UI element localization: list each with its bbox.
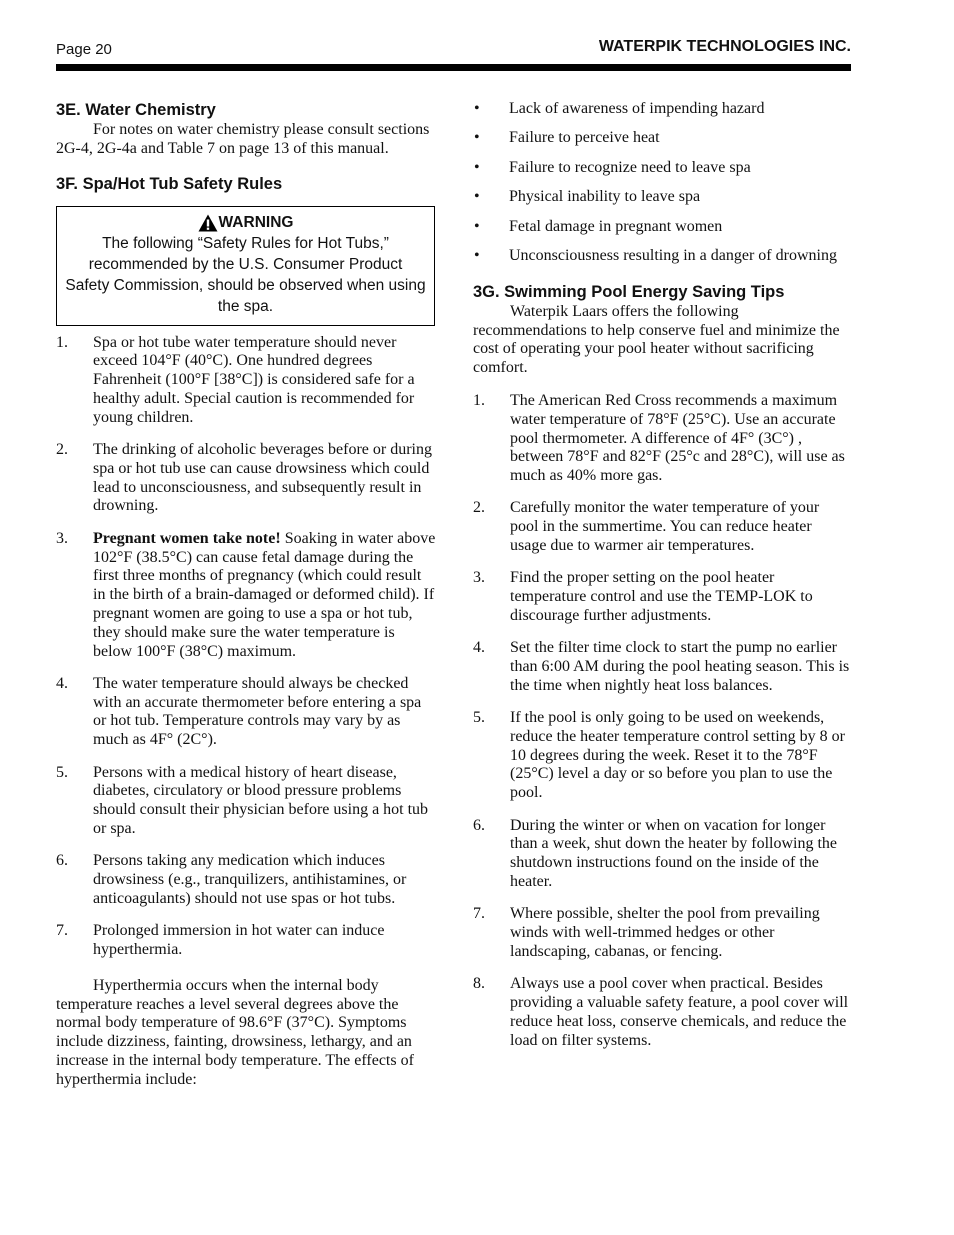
item-text: Persons with a medical history of heart disease, diabetes, circulatory or blood pressure problems should consult their physician before using a hot tub or spa. [93, 763, 429, 837]
item-text: Set the filter time clock to start the pump no earlier than 6:00 AM during the pool heating season. This is the time when nightly heat loss balances. [510, 639, 850, 694]
item-number: 7. [56, 922, 68, 940]
list-item [473, 499, 851, 555]
item-text: Spa or hot tube water temperature should never exceed 104°F (40°C). One hundred degrees Fahrenheit (100°F [38°C]) is considered safe for a healthy adult. Special caution is recommended for young children. [93, 333, 415, 426]
bullet-icon: • [474, 100, 480, 117]
item-emphasis: Pregnant women take note! [93, 529, 281, 547]
warning-label: WARNING [218, 213, 294, 231]
list-item [56, 764, 436, 839]
bullet-text: Failure to perceive heat [509, 129, 660, 147]
bullet-icon: • [474, 246, 480, 264]
energy-tips-intro: Waterpik Laars offers the following recommendations to help conserve fuel and minimize the cost of operating your pool heater without sacrificing comfort. [473, 302, 840, 377]
item-text: During the winter or when on vacation for longer than a week, shut down the heater by following the shutdown instructions found on the inside of the heater. [510, 816, 838, 890]
warning-icon [198, 214, 218, 232]
item-text: The American Red Cross recommends a maximum water temperature of 78°F (25°C). Use an accurate pool thermometer. A difference of 4F° (3C°) , between 78°F and 82°F (25°c and 28°C), will use as much as 40% more gas. [510, 391, 845, 485]
item-text: Find the proper setting on the pool heater temperature control and use the TEMP-LOK to discourage further adjustments. [510, 569, 813, 624]
item-text: Always use a pool cover when practical. Besides providing a valuable safety feature, a pool cover will reduce heat loss, conserve chemicals, and reduce the load on filter systems. [510, 975, 849, 1049]
warning-box [56, 206, 435, 326]
warning-text: The following “Safety Rules for Hot Tubs,” recommended by the U.S. Consumer Product Safety Commission, should be observed when using the spa. [65, 234, 426, 315]
item-text: If the pool is only going to be used on weekends, reduce the heater temperature control setting by 8 or 10 degrees during the week. Reset it to the 78°F (25°C) level a day or so before you plan to use the pool. [510, 709, 845, 802]
list-item [473, 905, 851, 961]
item-number: 8. [473, 975, 485, 993]
left-column [56, 100, 436, 1089]
bullet-item [473, 247, 851, 266]
hyperthermia-text: Hyperthermia occurs when the internal body temperature reaches a level several degrees above the normal body temperature of 98.6°F (37°C). Symptoms include dizziness, fainting, drowsiness, lethargy, and an increase in the internal body temperature. The effects of hyperthermia include: [56, 976, 414, 1088]
bullet-text: Fetal damage in pregnant women [509, 217, 723, 235]
list-item [56, 922, 436, 960]
bullet-item [473, 129, 851, 148]
item-number: 7. [473, 905, 485, 923]
bullet-item [473, 100, 851, 119]
item-number: 2. [56, 441, 68, 459]
item-number: 3. [56, 529, 68, 547]
bullet-text: Lack of awareness of impending hazard [509, 100, 765, 117]
water-chemistry-text: For notes on water chemistry please consult sections 2G-4, 2G-4a and Table 7 on page 13 of this manual. [56, 121, 430, 157]
bullet-icon: • [474, 188, 480, 206]
bullet-text: Unconsciousness resulting in a danger of drowning [509, 246, 837, 264]
bullet-item [473, 218, 851, 237]
list-item [473, 392, 851, 486]
safety-rules-heading: 3F. Spa/Hot Tub Safety Rules [56, 174, 283, 193]
list-item [56, 852, 436, 908]
list-item [56, 675, 436, 750]
item-text: Persons taking any medication which induces drowsiness (e.g., tranquilizers, antihistamines, or anticoagulants) should not use spas or hot tubs. [93, 852, 407, 907]
company-name: WATERPIK TECHNOLOGIES INC. [598, 38, 851, 55]
item-text: Prolonged immersion in hot water can induce hyperthermia. [93, 922, 385, 958]
bullet-item [473, 188, 851, 207]
item-number: 6. [56, 852, 68, 870]
page-number: Page 20 [56, 41, 112, 58]
list-item [473, 975, 851, 1050]
list-item [473, 709, 851, 803]
safety-rules-list [56, 334, 436, 960]
warning-title [57, 213, 434, 233]
item-number: 2. [473, 499, 485, 517]
item-text: Soaking in water above 102°F (38.5°C) can cause fetal damage during the first three months of pregnancy (which could result in the birth of a brain-damaged or deformed child). If pregnant women are going to use a spa or hot tub, they should make sure the water temperature is below 100°F (38°C) maximum. [93, 529, 436, 660]
item-number: 4. [473, 639, 485, 657]
item-number: 1. [56, 333, 68, 351]
item-number: 3. [473, 569, 485, 587]
bullet-item [473, 159, 851, 178]
list-item [473, 569, 851, 625]
water-chemistry-heading: 3E. Water Chemistry [56, 101, 216, 119]
list-item [56, 334, 436, 428]
item-number: 4. [56, 674, 68, 692]
list-item [473, 817, 851, 892]
energy-tips-list [473, 392, 851, 1050]
item-number: 1. [473, 391, 485, 409]
right-column [473, 100, 851, 1050]
list-item [56, 530, 436, 662]
bullet-text: Failure to recognize need to leave spa [509, 158, 751, 176]
item-text: Carefully monitor the water temperature of your pool in the summertime. You can reduce heater usage due to warmer air temperatures. [510, 499, 820, 555]
bullet-text: Physical inability to leave spa [509, 188, 701, 206]
bullet-icon: • [474, 158, 480, 176]
header-rule [56, 64, 851, 71]
bullet-icon: • [474, 129, 480, 147]
item-number: 5. [473, 709, 485, 727]
item-number: 6. [473, 816, 485, 834]
item-text: Where possible, shelter the pool from prevailing winds with well-trimmed hedges or other landscaping, cabanas, or fencing. [510, 905, 820, 960]
list-item [56, 441, 436, 516]
list-item [473, 639, 851, 695]
energy-tips-heading: 3G. Swimming Pool Energy Saving Tips [473, 282, 785, 301]
bullet-icon: • [474, 217, 480, 235]
item-number: 5. [56, 763, 68, 781]
item-text: The water temperature should always be checked with an accurate thermometer before entering a spa or hot tub. Temperature controls may vary by as much as 4F° (2C°). [93, 674, 422, 749]
hyperthermia-effects-list [473, 100, 851, 266]
item-text: The drinking of alcoholic beverages before or during spa or hot tub use can cause drowsiness which could lead to unconsciousness, and subsequently result in drowning. [93, 441, 432, 515]
